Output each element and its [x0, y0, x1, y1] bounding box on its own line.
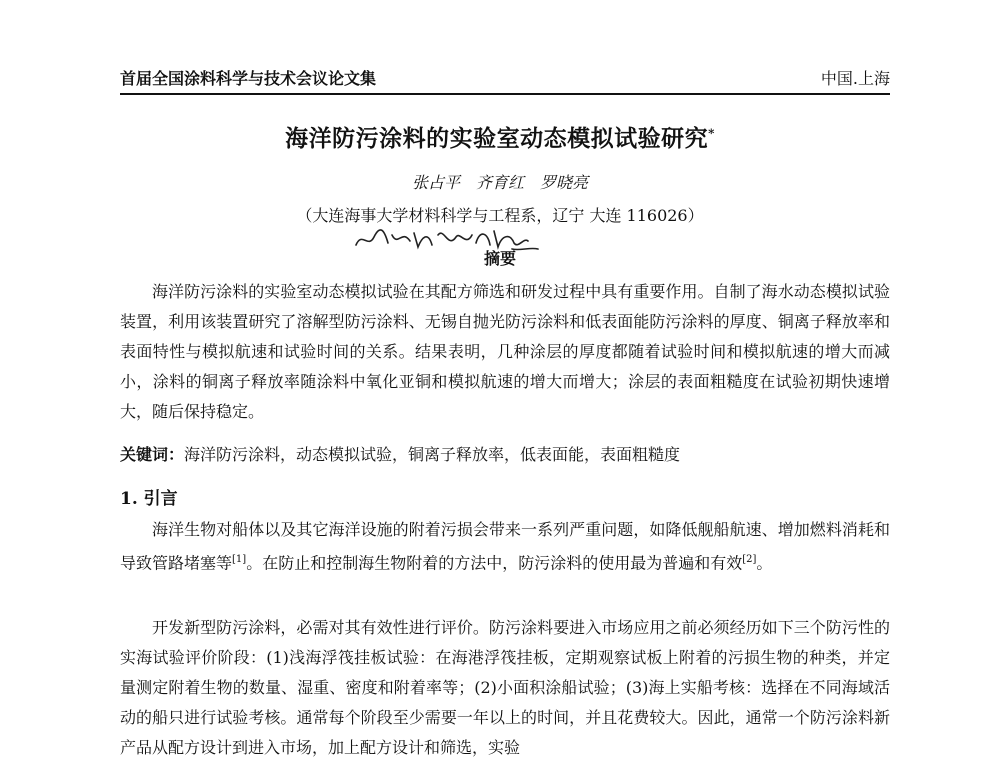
citation-2: [2] — [742, 554, 757, 565]
keywords-line — [120, 440, 890, 470]
intro-paragraph-1 — [120, 515, 890, 578]
paper-title — [0, 120, 1000, 153]
section-heading-intro: 1. 引言 — [120, 489, 178, 509]
intro-p1-text-b: 。在防止和控制海生物附着的方法中，防污涂料的使用最为普遍和有效 — [246, 553, 743, 573]
abstract-body: 海洋防污涂料的实验室动态模拟试验在其配方筛选和研发过程中具有重要作用。自制了海水动态模拟试验装置，利用该装置研究了溶解型防污涂料、无锡自抛光防污涂料和低表面能防污涂料的厚度、铜离子释放率和表面特性与模拟航速和试验时间的关系。结果表明，几种涂层的厚度都随着试验时间和模拟航速的增大而减小，涂料的铜离子释放率随涂料中氧化亚铜和模拟航速的增大而增大；涂层的表面粗糙度在试验初期快速增大，随后保持稳定。 — [120, 282, 890, 421]
conference-location: 中国.上海 — [820, 69, 890, 88]
paper-title-text: 海洋防污涂料的实验室动态模拟试验研究 — [285, 125, 709, 152]
header-rule — [120, 93, 890, 95]
author-list: 张占平 齐育红 罗晓亮 — [411, 173, 588, 192]
intro-p1-text-a: 海洋生物对船体以及其它海洋设施的附着污损会带来一系列严重问题，如降低舰船航速、增加燃料消耗和导致管路堵塞等 — [120, 520, 890, 573]
intro-p1-text-c: 。 — [756, 553, 773, 573]
keywords-text: 海洋防污涂料，动态模拟试验，铜离子释放率，低表面能，表面粗糙度 — [184, 445, 681, 464]
citation-1: [1] — [232, 554, 247, 565]
running-header — [120, 66, 890, 90]
proceedings-title: 首届全国涂料科学与技术会议论文集 — [120, 69, 377, 88]
abstract-heading: 摘要 — [483, 249, 516, 268]
affiliation: （大连海事大学材料科学与工程系，辽宁 大连 116026） — [296, 206, 704, 225]
intro-paragraph-2: 开发新型防污涂料，必需对其有效性进行评价。防污涂料要进入市场应用之前必须经历如下三个防污性的实海试验评价阶段：(1)浅海浮筏挂板试验：在海港浮筏挂板，定期观察试板上附着的污损生物的种类，并定量测定附着生物的数量、湿重、密度和附着率等；(2)小面积涂船试验；(3)海上实船考核：选择在不同海域活动的船只进行试验考核。通常每个阶段至少需要一年以上的时间，并且花费较大。因此，通常一个防污涂料新产品从配方设计到进入市场，加上配方设计和筛选，实验 — [120, 618, 890, 757]
title-footnote-mark: * — [708, 126, 715, 141]
keywords-label: 关键词： — [120, 445, 185, 464]
